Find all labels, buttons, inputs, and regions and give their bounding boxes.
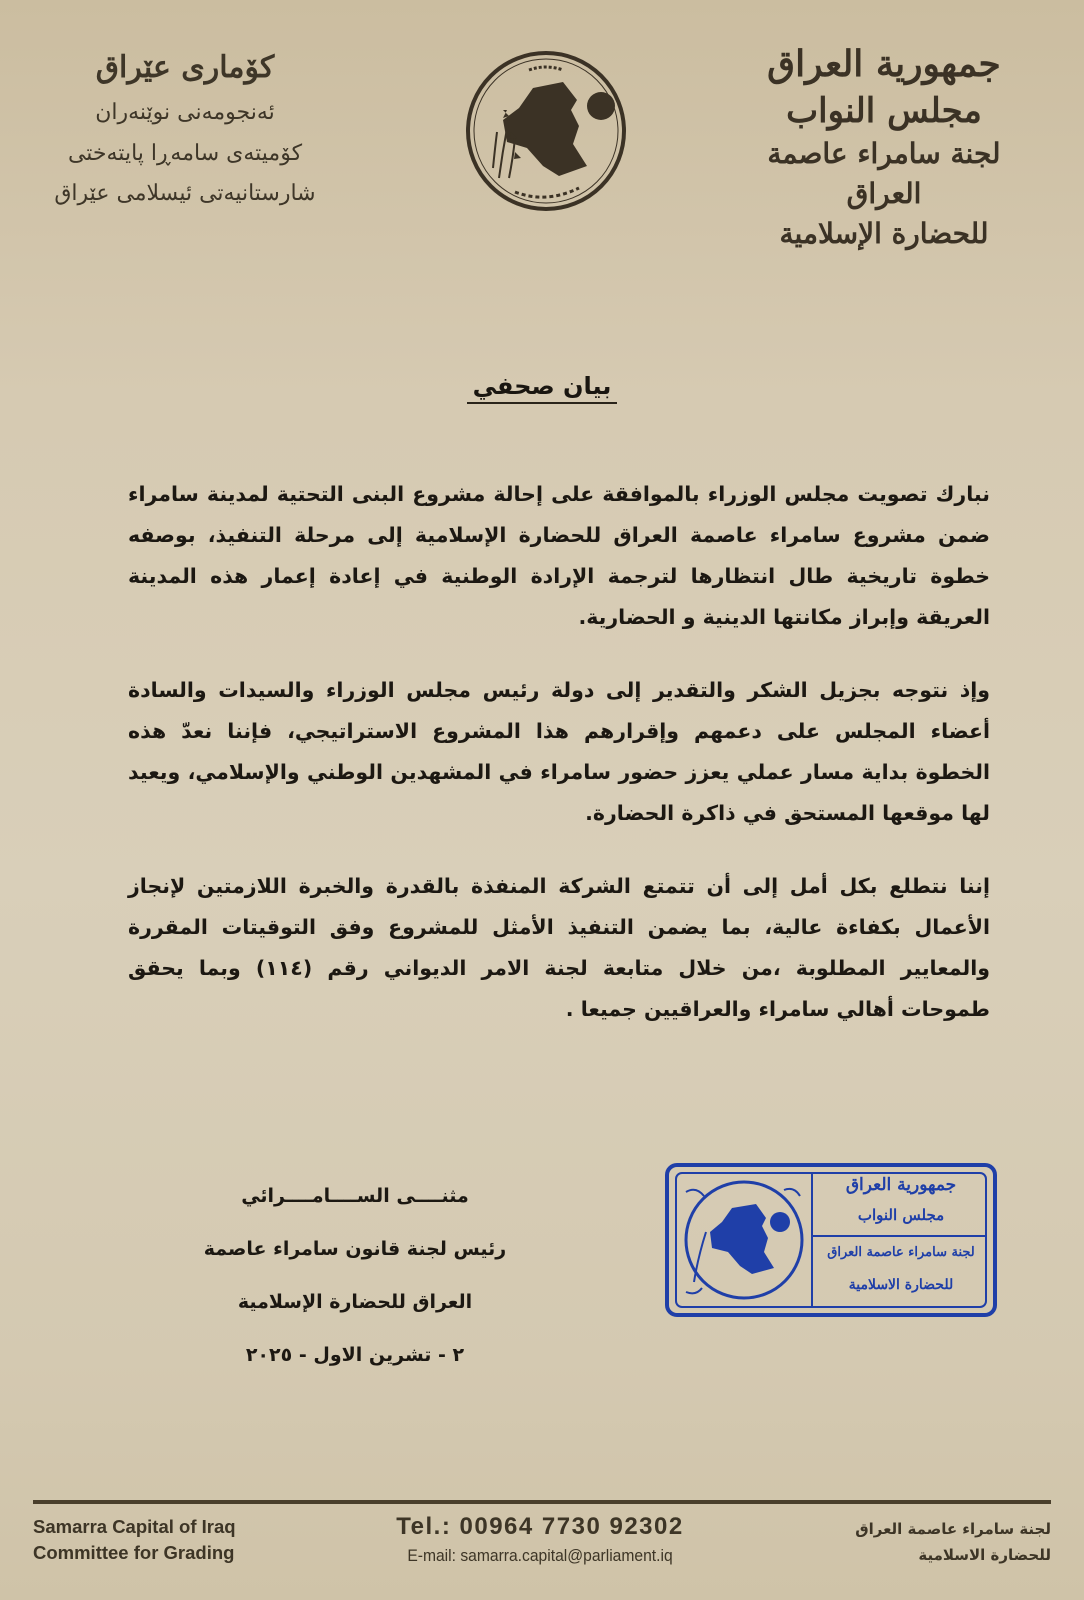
signatory-title: العراق للحضارة الإسلامية [237,1291,473,1313]
letterhead-kurdish-line: كۆماری عێراق [95,50,275,85]
stamp-line: لجنة سامراء عاصمة العراق [827,1245,975,1260]
stamp-line: جمهورية العراق [845,1175,957,1195]
statement-paragraph: إننا نتطلع بكل أمل إلى أن تتمتع الشركة المنفذة بالقدرة والخبرة اللازمتين لإنجاز الأعمال بكفاءة عالية، بما يضمن التنفيذ الأمثل للمشروع وفق التوقيتات المقررة والمعايير المطلوبة ،من خلال متابعة لجنة الامر الديواني رقم (١١٤) وبما يحقق طموحات أهالي سامراء والعراقيين جميعا . [128,874,991,1021]
letterhead-arabic-line: جمهورية العراق [767,43,1001,85]
document-title-text: بيان صحفي [467,372,618,404]
footer-english-line: Committee for Grading [33,1542,235,1563]
letterhead-arabic-line: للحضارة الإسلامية [779,217,989,250]
letterhead-kurdish [40,44,330,214]
letterhead-kurdish-line: كۆمیتەی سامەڕا پایتەختی [67,141,303,166]
stamp-line: للحضارة الاسلامية [848,1277,954,1293]
letterhead-kurdish-line: ئەنجومەنی نوێنەران [95,100,275,125]
letterhead-arabic-line: مجلس النواب [786,91,982,131]
letterhead-arabic [734,40,1034,254]
statement-date: ٢ - تشرين الاول - ٢٠٢٥ [245,1344,465,1366]
footer-english-line: Samarra Capital of Iraq [33,1516,236,1537]
signature-block [180,1170,530,1382]
parliament-emblem-icon [463,48,629,214]
letterhead-arabic-line: لجنة سامراء عاصمة العراق [767,137,1001,210]
footer-divider [33,1500,1051,1504]
official-stamp [664,1162,998,1318]
statement-paragraph: وإذ نتوجه بجزيل الشكر والتقدير إلى دولة رئيس مجلس الوزراء والسيدات والسادة أعضاء المجلس على دعمهم وإقرارهم هذا المشروع الاستراتيجي، فإننا نعدّ هذه الخطوة بداية مسار عملي يعزز حضور سامراء في المشهدين الوطني والإسلامي، ويعيد لها موقعها المستحق في ذاكرة الحضارة. [128,678,990,825]
footer-arabic-line: للحضارة الاسلامية [918,1546,1051,1564]
footer-email[interactable]: E-mail: samarra.capital@parliament.iq [407,1546,673,1565]
stamp-line: مجلس النواب [857,1206,945,1224]
signatory-title: رئيس لجنة قانون سامراء عاصمة [203,1238,507,1260]
statement-body [128,474,990,1062]
letterhead-kurdish-line: شارستانیەتی ئیسلامی عێراق [54,181,316,206]
document-title [0,372,1084,400]
footer-contact [360,1512,720,1570]
signatory-name: مثنــــى الســــامــــرائي [241,1185,469,1207]
footer-arabic [791,1516,1051,1568]
footer-telephone: Tel.: 00964 7730 92302 [396,1513,684,1540]
statement-paragraph: نبارك تصويت مجلس الوزراء بالموافقة على إحالة مشروع البنى التحتية لمدينة سامراء ضمن مشروع سامراء عاصمة العراق للحضارة الإسلامية إلى مرحلة التنفيذ، بوصفه خطوة تاريخية طال انتظارها لترجمة الإرادة الوطنية في إعادة إعمار هذه المدينة العريقة وإبراز مكانتها الدينية و الحضارية. [128,482,990,629]
footer-english [33,1514,236,1566]
footer-arabic-line: لجنة سامراء عاصمة العراق [855,1520,1051,1538]
